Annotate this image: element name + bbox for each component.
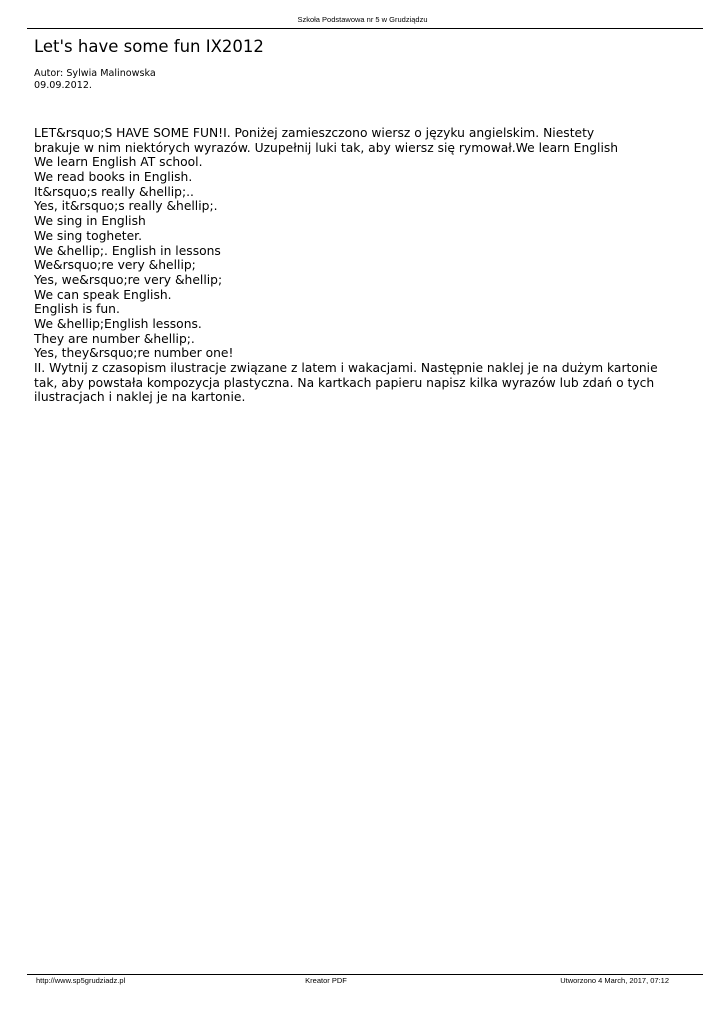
body-line: ilustracjach i naklej je na kartonie. bbox=[34, 390, 246, 405]
footer-divider bbox=[27, 974, 703, 975]
body-line: Yes, it&rsquo;s really &hellip;. bbox=[34, 199, 218, 214]
article-body bbox=[34, 126, 674, 405]
body-line: II. Wytnij z czasopism ilustracje związane z latem i wakacjami. Następnie naklej je na dużym kartonie bbox=[34, 361, 658, 375]
author-line: Autor: Sylwia Malinowska bbox=[34, 68, 156, 79]
pdf-generator-label: Kreator PDF bbox=[305, 976, 347, 985]
body-line: Yes, they&rsquo;re number one! bbox=[34, 346, 234, 361]
site-url-link[interactable]: http://www.sp5grudziadz.pl bbox=[36, 976, 126, 985]
body-line: We &hellip;English lessons. bbox=[34, 316, 202, 331]
body-line: We sing in English bbox=[34, 214, 146, 229]
page-footer bbox=[0, 976, 725, 988]
article-meta bbox=[34, 68, 156, 92]
body-line: brakuje w nim niektórych wyrazów. Uzupełnij luki tak, aby wiersz się rymował.We learn English bbox=[34, 140, 619, 155]
publish-date: 09.09.2012. bbox=[34, 80, 92, 91]
body-line: LET&rsquo;S HAVE SOME FUN!I. Poniżej zamieszczono wiersz o języku angielskim. Niestety bbox=[34, 126, 595, 140]
body-line: We can speak English. bbox=[34, 287, 172, 302]
body-line: Yes, we&rsquo;re very &hellip; bbox=[34, 272, 223, 287]
created-timestamp: Utworzono 4 March, 2017, 07:12 bbox=[560, 976, 669, 985]
body-line: We&rsquo;re very &hellip; bbox=[34, 258, 196, 273]
body-line: They are number &hellip;. bbox=[34, 331, 195, 346]
school-name: Szkoła Podstawowa nr 5 w Grudziądzu bbox=[297, 15, 428, 24]
body-line: We sing togheter. bbox=[34, 228, 142, 243]
body-line: English is fun. bbox=[34, 302, 120, 317]
header-divider bbox=[27, 28, 703, 29]
body-line: tak, aby powstała kompozycja plastyczna. Na kartkach papieru napisz kilka wyrazów lub zdań o tych bbox=[34, 375, 655, 390]
body-line: We read books in English. bbox=[34, 170, 193, 185]
body-line: It&rsquo;s really &hellip;.. bbox=[34, 184, 194, 199]
article-title: Let's have some fun IX2012 bbox=[34, 37, 264, 56]
body-line: We learn English AT school. bbox=[34, 155, 203, 170]
body-line: We &hellip;. English in lessons bbox=[34, 243, 221, 258]
